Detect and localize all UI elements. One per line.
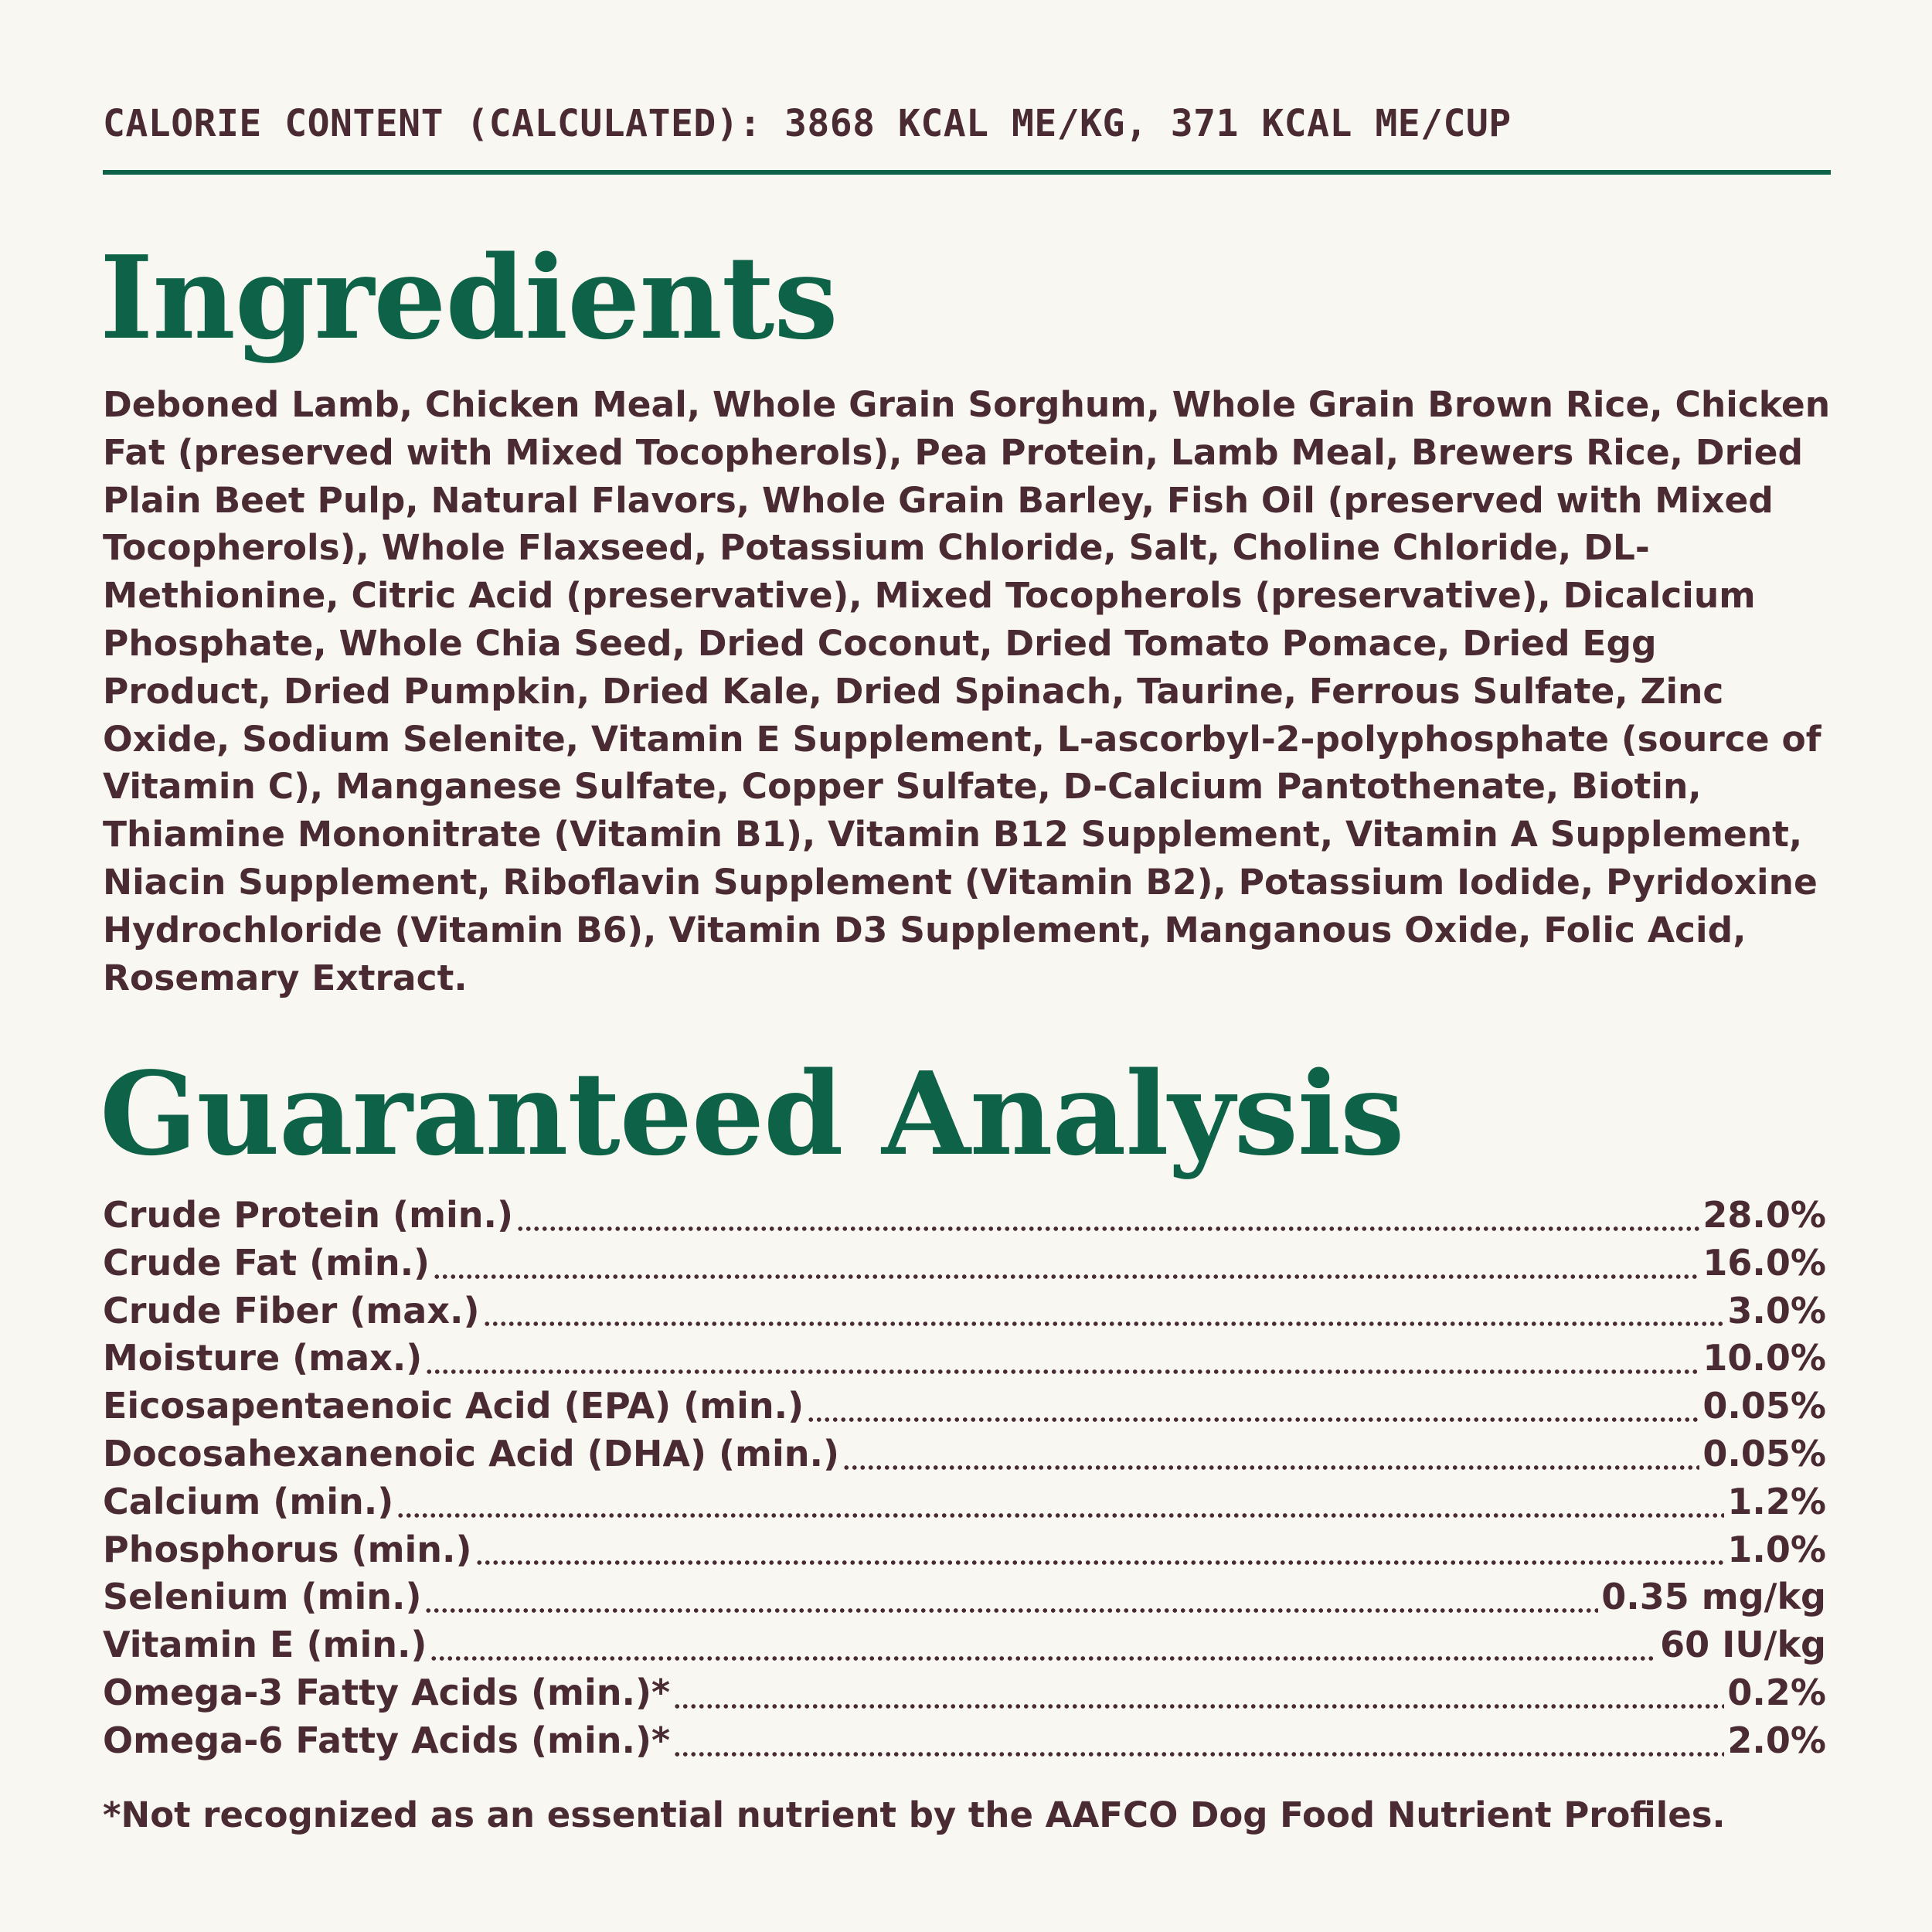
- analysis-row: [103, 1669, 1826, 1717]
- analysis-row: [103, 1287, 1826, 1335]
- dot-leader: [516, 1217, 1699, 1233]
- analysis-label: Crude Fat (min.): [103, 1241, 430, 1284]
- nutrition-panel: [100, 0, 1831, 1932]
- dot-leader: [842, 1456, 1699, 1471]
- analysis-label: Docosahexanenoic Acid (DHA) (min.): [103, 1432, 839, 1475]
- dot-leader: [475, 1551, 1725, 1566]
- dot-leader: [673, 1743, 1724, 1758]
- dot-leader: [433, 1265, 1699, 1281]
- analysis-label: Phosphorus (min.): [103, 1528, 472, 1570]
- divider-line: [103, 170, 1831, 175]
- analysis-label: Selenium (min.): [103, 1576, 422, 1618]
- guaranteed-analysis-heading: Guaranteed Analysis: [100, 1046, 1404, 1181]
- analysis-row: [103, 1621, 1826, 1669]
- analysis-value: 3.0%: [1727, 1289, 1826, 1332]
- analysis-value: 28.0%: [1702, 1194, 1826, 1236]
- analysis-value: 2.0%: [1727, 1719, 1826, 1761]
- footnote: *Not recognized as an essential nutrient by the AAFCO Dog Food Nutrient Profiles.: [103, 1794, 1726, 1835]
- dot-leader: [430, 1647, 1657, 1662]
- analysis-value: 16.0%: [1702, 1241, 1826, 1284]
- dot-leader: [425, 1360, 1699, 1376]
- analysis-label: Moisture (max.): [103, 1337, 423, 1379]
- dot-leader: [673, 1695, 1724, 1710]
- analysis-row: [103, 1240, 1826, 1287]
- analysis-value: 60 IU/kg: [1660, 1624, 1826, 1666]
- analysis-label: Eicosapentaenoic Acid (EPA) (min.): [103, 1385, 804, 1427]
- analysis-label: Calcium (min.): [103, 1480, 394, 1522]
- analysis-label: Vitamin E (min.): [103, 1624, 427, 1666]
- analysis-row: [103, 1717, 1826, 1765]
- analysis-label: Crude Protein (min.): [103, 1194, 514, 1236]
- analysis-value: 0.35 mg/kg: [1601, 1576, 1826, 1618]
- analysis-row: [103, 1383, 1826, 1430]
- analysis-row: [103, 1192, 1826, 1240]
- analysis-label: Crude Fiber (max.): [103, 1289, 480, 1332]
- analysis-row: [103, 1335, 1826, 1383]
- analysis-value: 1.0%: [1727, 1528, 1826, 1570]
- analysis-value: 1.2%: [1727, 1480, 1826, 1522]
- guaranteed-analysis-table: [103, 1192, 1826, 1765]
- analysis-row: [103, 1430, 1826, 1478]
- analysis-value: 0.05%: [1702, 1385, 1826, 1427]
- analysis-value: 10.0%: [1702, 1337, 1826, 1379]
- analysis-value: 0.05%: [1702, 1432, 1826, 1475]
- calorie-content: CALORIE CONTENT (CALCULATED): 3868 KCAL ME/KG, 371 KCAL ME/CUP: [103, 102, 1512, 145]
- analysis-value: 0.2%: [1727, 1671, 1826, 1713]
- analysis-label: Omega-6 Fatty Acids (min.)*: [103, 1719, 671, 1761]
- analysis-row: [103, 1526, 1826, 1574]
- dot-leader: [483, 1312, 1725, 1328]
- ingredients-list: Deboned Lamb, Chicken Meal, Whole Grain Sorghum, Whole Grain Brown Rice, Chicken Fat (preserved with Mixed Tocopherols), Pea Protein, Lamb Meal, Brewers Rice, Dried Plain Beet Pulp, Natural Flavors, Whole Grain Barley, Fish Oil (preserved with Mixed Tocopherols), Whole Flaxseed, Potassium Chloride, Salt, Choline Chloride, DL-Methionine, Citric Acid (preservative), Mixed Tocopherols (preservative), Dicalcium Phosphate, Whole Chia Seed, Dried Coconut, Dried Tomato Pomace, Dried Egg Product, Dried Pumpkin, Dried Kale, Dried Spinach, Taurine, Ferrous Sulfate, Zinc Oxide, Sodium Selenite, Vitamin E Supplement, L-ascorbyl-2-polyphosphate (source of Vitamin C), Manganese Sulfate, Copper Sulfate, D-Calcium Pantothenate, Biotin, Thiamine Mononitrate (Vitamin B1), Vitamin B12 Supplement, Vitamin A Supplement, Niacin Supplement, Riboflavin Supplement (Vitamin B2), Potassium Iodide, Pyridoxine Hydrochloride (Vitamin B6), Vitamin D3 Supplement, Manganous Oxide, Folic Acid, Rosemary Extract.: [103, 384, 1831, 998]
- analysis-row: [103, 1573, 1826, 1621]
- ingredients-heading: Ingredients: [100, 230, 838, 365]
- analysis-label: Omega-3 Fatty Acids (min.)*: [103, 1671, 671, 1713]
- analysis-row: [103, 1478, 1826, 1526]
- dot-leader: [424, 1599, 1598, 1614]
- dot-leader: [807, 1408, 1699, 1423]
- dot-leader: [396, 1504, 1724, 1519]
